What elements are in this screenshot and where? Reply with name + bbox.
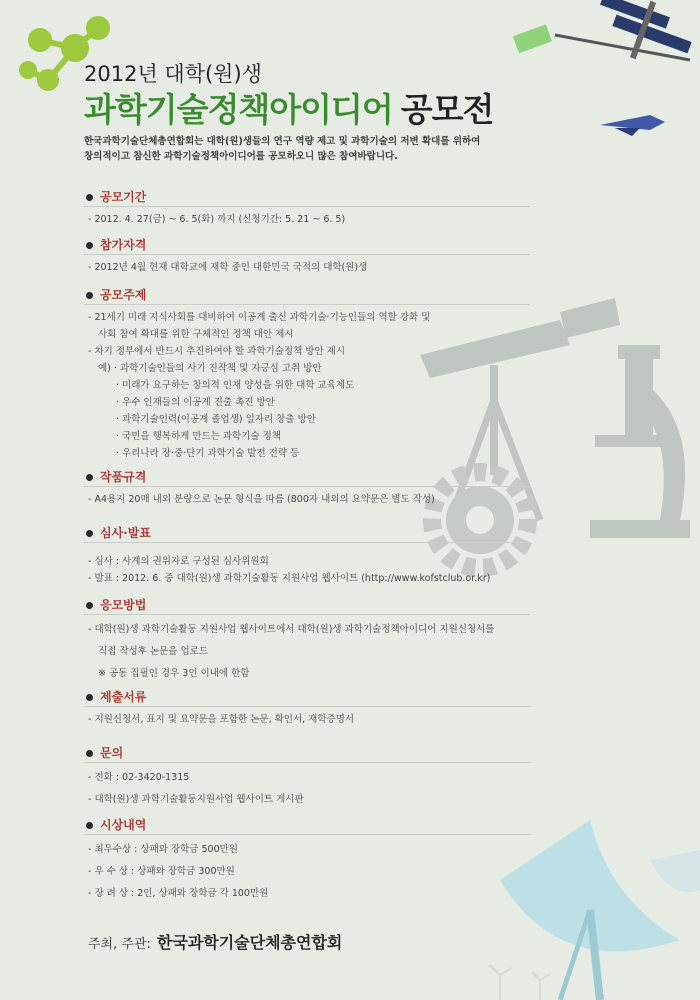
radio-dish-icon	[500, 820, 700, 1000]
section-title-text: 공모기간	[100, 190, 147, 204]
section-line: - 2012. 4. 27(금) ~ 6. 5(화) 까지 (신청기간: 5. 21 ~ 6. 5)	[88, 214, 346, 225]
section-line: - 대학(원)생 과학기술활동 지원사업 웹사이트에서 대학(원)생 과학기술정책아이디어 지원신청서를	[88, 624, 495, 635]
intro-text	[84, 134, 524, 164]
organizer-label: 주최, 주관:	[88, 937, 151, 952]
section-title-text: 심사·발표	[100, 526, 151, 540]
bullet-icon	[86, 242, 93, 249]
section-body	[84, 491, 530, 508]
title-main: 과학기술정책아이디어	[84, 90, 393, 129]
satellite-icon	[513, 0, 692, 60]
section-line: - 전화 : 02-3420-1315	[88, 772, 190, 783]
section-line: - 차기 정부에서 반드시 추진하여야 할 과학기술정책 방안 제시	[88, 346, 346, 357]
bullet-icon	[86, 602, 93, 609]
section-line: - 지원신청서, 표지 및 요약문을 포함한 논문, 확인서, 재학증명서	[88, 714, 355, 725]
section-line: · 과학기술인력(이공계 졸업생) 일자리 창출 방안	[116, 414, 316, 425]
section-body	[84, 259, 530, 276]
space-shuttle-icon	[600, 115, 665, 136]
organizer-footer	[88, 930, 342, 953]
bullet-icon	[86, 530, 93, 537]
section-title	[84, 286, 530, 305]
section-line: - 2012년 4월 현재 대학교에 재학 중인 대한민국 국적의 대학(원)생	[88, 262, 368, 273]
section-title	[84, 744, 530, 763]
section-line: - 심사 : 사계의 권위자로 구성된 심사위원회	[88, 556, 269, 567]
section-line: · 미래가 요구하는 창의적 인재 양성을 위한 대학 교육제도	[116, 380, 355, 391]
subtitle: 2012년 대학(원)생	[84, 62, 262, 86]
section-body	[84, 619, 530, 685]
title-suffix: 공모전	[400, 90, 494, 129]
section-title	[84, 596, 530, 615]
section-body	[84, 211, 530, 228]
section-awards	[84, 816, 530, 905]
intro-line: 한국과학기술단체총연합회는 대학(원)생들의 연구 역량 제고 및 과학기술의 저변 확대를 위하여	[84, 136, 481, 147]
section-title-text: 시상내역	[100, 818, 147, 832]
section-line: - 대학(원)생 과학기술활동지원사업 웹사이트 게시판	[88, 794, 304, 805]
section-title-text: 공모주제	[100, 288, 147, 302]
wind-turbine-icon	[490, 965, 550, 1000]
section-line: - 장 려 상 : 2인, 상패와 장학금 각 100만원	[88, 888, 269, 899]
section-title	[84, 816, 530, 835]
section-contact	[84, 744, 530, 811]
intro-line: 창의적이고 참신한 과학기술정책아이디어를 공모하오니 많은 참여바랍니다.	[84, 151, 398, 162]
section-line: - A4용지 20매 내외 분량으로 논문 형식을 따름 (800자 내외의 요약문은 별도 작성)	[88, 494, 435, 505]
section-title	[84, 524, 530, 543]
organizer-name: 한국과학기술단체총연합회	[156, 933, 343, 952]
section-title-text: 작품규격	[100, 470, 147, 484]
section-line: ※ 공동 집필인 경우 3인 이내에 한함	[98, 668, 250, 679]
section-line: · 우수 인재들의 이공계 진출 촉진 방안	[116, 397, 275, 408]
section-eligibility	[84, 236, 530, 276]
section-line: · 우리나라 장·중·단기 과학기술 발전 전략 등	[116, 448, 300, 459]
section-title	[84, 236, 530, 255]
section-title	[84, 688, 530, 707]
section-line: 사회 참여 확대를 위한 구체적인 정책 대안 제시	[98, 329, 294, 340]
section-line: - 최우수상 : 상패와 장학금 500만원	[88, 844, 238, 855]
section-line: 예) · 과학기술인들의 사기 진작책 및 자긍심 고취 방안	[98, 363, 322, 374]
section-theme	[84, 286, 530, 462]
bullet-icon	[86, 822, 93, 829]
bullet-icon	[86, 474, 93, 481]
section-title-text: 제출서류	[100, 690, 147, 704]
section-body	[84, 767, 530, 811]
section-format	[84, 468, 530, 508]
bullet-icon	[86, 694, 93, 701]
section-line: 직접 작성후 논문을 업로드	[98, 646, 209, 657]
section-body	[84, 553, 530, 587]
section-line: - 발표 : 2012. 6. 중 대학(원)생 과학기술활동 지원사업 웹사이트 (http://www.kofstclub.or.kr)	[88, 573, 491, 584]
section-title-text: 참가자격	[100, 238, 147, 252]
section-body	[84, 839, 530, 905]
section-review	[84, 524, 530, 587]
section-title-text: 문의	[100, 746, 124, 760]
bullet-icon	[86, 750, 93, 757]
section-line: - 21세기 미래 지식사회를 대비하여 이공계 출신 과학기술·기능인들의 역할 강화 및	[88, 312, 431, 323]
section-title	[84, 468, 530, 487]
page-title	[84, 84, 493, 131]
bullet-icon	[86, 194, 93, 201]
section-body	[84, 711, 530, 728]
section-title	[84, 188, 530, 207]
section-body	[84, 309, 530, 462]
section-documents	[84, 688, 530, 728]
section-period	[84, 188, 530, 228]
section-line: · 국민을 행복하게 만드는 과학기술 정책	[116, 431, 281, 442]
microscope-icon	[590, 345, 690, 538]
bullet-icon	[86, 292, 93, 299]
section-title-text: 응모방법	[100, 598, 147, 612]
section-method	[84, 596, 530, 685]
section-line: - 우 수 상 : 상패와 장학금 300만원	[88, 866, 235, 877]
